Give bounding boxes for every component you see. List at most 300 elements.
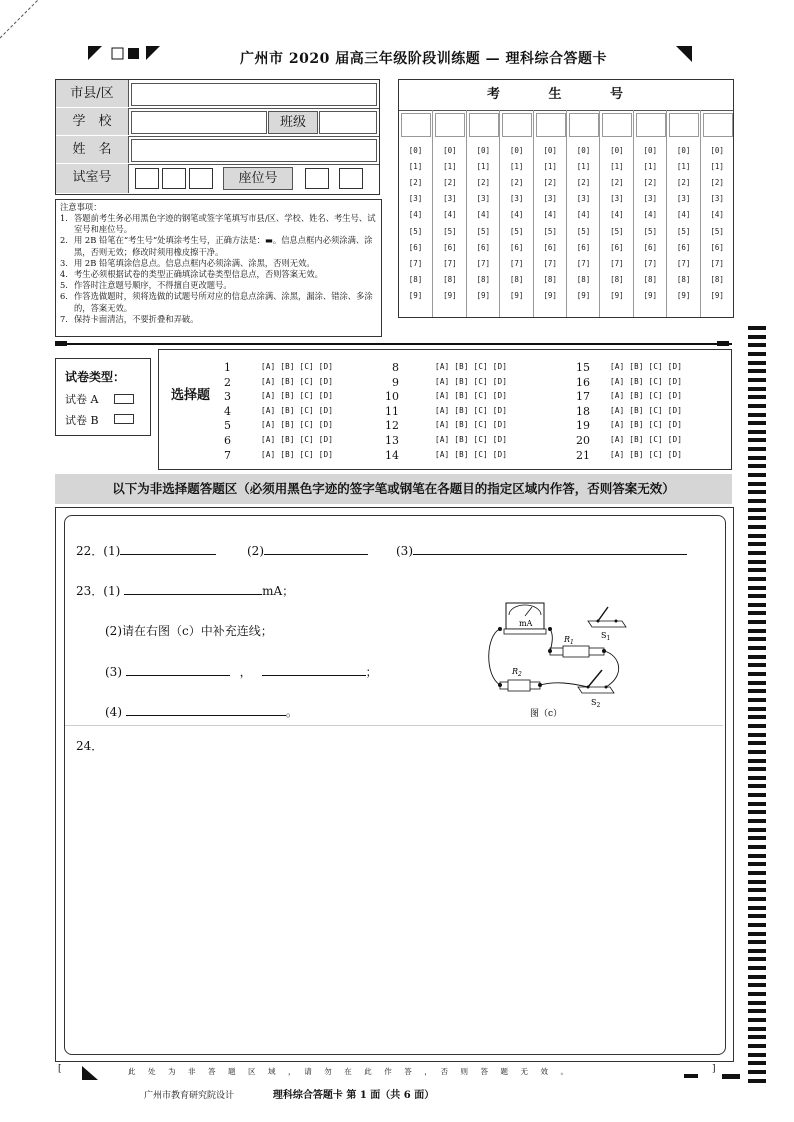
timing-mark xyxy=(748,508,766,512)
exam-number-title: 考 生 号 xyxy=(399,80,733,111)
answer-bubbles[interactable]: [A] [B] [C] [D] xyxy=(261,449,334,459)
name-field[interactable] xyxy=(131,139,377,162)
instruction-text: 用 2B 铅笔填涂信息点。信息点框内必须涂满、涂黑，否则无效。 xyxy=(74,257,315,268)
timing-mark xyxy=(748,387,766,391)
timing-mark xyxy=(748,413,766,417)
exam-number-bubble[interactable]: [6] xyxy=(543,242,557,252)
timing-mark xyxy=(748,923,766,927)
exam-number-bubble[interactable]: [9] xyxy=(676,290,691,300)
instructions-list xyxy=(60,213,378,325)
timing-mark xyxy=(748,499,766,503)
multiple-choice-block xyxy=(158,349,732,470)
timing-mark xyxy=(748,378,766,382)
exam-number-write-box[interactable] xyxy=(602,113,632,137)
q22-part1-blank[interactable] xyxy=(120,542,216,555)
answer-bubbles[interactable]: [A] [B] [C] [D] xyxy=(261,362,334,371)
exam-number-bubble[interactable]: [0] xyxy=(443,146,457,155)
timing-mark xyxy=(748,862,766,866)
instruction-item xyxy=(60,314,378,325)
exam-number-bubble[interactable]: [8] xyxy=(610,274,624,284)
answer-bubbles[interactable]: [A] [B] [C] [D] xyxy=(435,435,508,444)
timing-mark xyxy=(748,932,766,936)
paper-type-b-label: 试卷 B xyxy=(65,414,99,427)
timing-mark xyxy=(748,836,766,840)
footer-right-bracket: ] xyxy=(712,1064,716,1074)
answer-bubbles[interactable]: [A] [B] [C] [D] xyxy=(435,362,508,371)
exam-number-grid xyxy=(398,79,734,318)
exam-number-write-box[interactable] xyxy=(636,113,666,137)
timing-mark xyxy=(748,482,766,486)
timing-mark xyxy=(748,655,766,659)
exam-number-bubble[interactable]: [0] xyxy=(576,146,591,155)
footer-page-info: 理科综合答题卡 第 1 面（共 6 面） xyxy=(272,1090,435,1101)
q22-part3-label: (3) xyxy=(396,544,413,558)
instruction-item xyxy=(60,213,378,235)
exam-number-column xyxy=(399,110,432,317)
answer-bubbles[interactable]: [A] [B] [C] [D] xyxy=(610,405,683,415)
timing-mark xyxy=(748,1027,766,1031)
timing-mark xyxy=(748,724,766,728)
timing-mark xyxy=(748,784,766,788)
exam-number-bubble[interactable]: [2] xyxy=(443,178,457,188)
q23-part3-blank-b[interactable] xyxy=(262,663,366,676)
exam-number-bubble[interactable]: [4] xyxy=(610,210,624,220)
question-number: 15 xyxy=(576,361,590,374)
paper-type-a-bubble[interactable] xyxy=(114,394,134,404)
exam-number-column xyxy=(432,110,466,317)
exam-number-bubble[interactable]: [3] xyxy=(576,194,591,204)
exam-number-column xyxy=(533,110,567,317)
exam-number-bubble[interactable]: [9] xyxy=(643,290,658,300)
timing-mark xyxy=(748,464,766,468)
timing-mark xyxy=(748,707,766,711)
answer-bubbles[interactable]: [A] [B] [C] [D] xyxy=(435,376,508,386)
exam-number-bubble[interactable]: [2] xyxy=(576,178,591,188)
switch-s2-icon xyxy=(578,670,614,693)
exam-number-bubble[interactable]: [0] xyxy=(676,146,691,155)
exam-number-bubble[interactable]: [4] xyxy=(543,210,557,220)
exam-number-bubble[interactable]: [1] xyxy=(643,162,658,172)
q22-part3-blank[interactable] xyxy=(413,542,687,555)
q22-part2-blank[interactable] xyxy=(264,542,368,555)
exam-number-column xyxy=(566,110,600,317)
instruction-text: 用 2B 铅笔在“考生号”处填涂考生号，正确方法是：▬。信息点框内必须涂满、涂黑，否则无效；修改时须用橡皮擦干净。 xyxy=(74,235,373,257)
timing-mark xyxy=(748,750,766,754)
question-divider xyxy=(65,725,723,726)
seat-digit-box[interactable] xyxy=(339,168,363,189)
answer-bubbles[interactable]: [A] [B] [C] [D] xyxy=(435,449,508,459)
exam-number-bubble[interactable]: [2] xyxy=(543,178,557,188)
question-number: 2 xyxy=(224,375,231,389)
timing-mark xyxy=(748,395,766,399)
exam-number-column xyxy=(499,110,533,317)
room-digit-box[interactable] xyxy=(162,168,186,189)
meter-label: mA xyxy=(519,619,533,628)
exam-number-bubble[interactable]: [3] xyxy=(676,194,691,204)
timing-mark xyxy=(748,759,766,763)
exam-number-bubble[interactable]: [6] xyxy=(676,242,691,252)
timing-mark xyxy=(748,1035,766,1039)
timing-mark xyxy=(748,828,766,832)
answer-bubbles[interactable]: [A] [B] [C] [D] xyxy=(261,420,334,430)
exam-number-bubble[interactable]: [5] xyxy=(610,226,624,236)
separator-mark-right xyxy=(717,341,729,346)
answer-bubbles[interactable]: [A] [B] [C] [D] xyxy=(261,405,334,415)
timing-mark xyxy=(748,966,766,970)
timing-mark xyxy=(748,525,766,529)
exam-number-bubble[interactable]: [6] xyxy=(710,242,724,252)
timing-mark xyxy=(748,854,766,858)
exam-number-bubble[interactable]: [8] xyxy=(643,274,658,284)
question-number: 4 xyxy=(224,404,231,418)
exam-number-bubble[interactable]: [5] xyxy=(476,226,491,236)
footer-info xyxy=(144,1086,434,1101)
instruction-text: 答题前考生务必用黑色字迹的钢笔或签字笔填写市县/区、学校、姓名、考生号、试室号和座位号。 xyxy=(74,213,376,235)
q23-comma: ， xyxy=(239,665,252,679)
exam-number-bubble[interactable]: [7] xyxy=(710,258,724,268)
exam-number-bubble[interactable]: [2] xyxy=(676,178,691,188)
answer-bubbles[interactable]: [A] [B] [C] [D] xyxy=(261,435,334,444)
timing-mark xyxy=(748,456,766,460)
q22-part2-label: (2) xyxy=(247,544,264,558)
exam-number-bubble[interactable]: [0] xyxy=(408,146,423,155)
timing-mark xyxy=(748,698,766,702)
exam-number-column xyxy=(466,110,500,317)
exam-number-bubble[interactable]: [3] xyxy=(408,194,423,204)
timing-mark xyxy=(748,689,766,693)
exam-number-bubble[interactable]: [5] xyxy=(543,226,557,236)
timing-mark xyxy=(748,810,766,814)
room-label: 试室号 xyxy=(56,164,129,193)
timing-mark xyxy=(748,1018,766,1022)
instruction-number: 2. xyxy=(60,235,68,246)
exam-number-bubble[interactable]: [7] xyxy=(676,258,691,268)
exam-number-bubble[interactable]: [6] xyxy=(576,242,591,252)
timing-mark xyxy=(748,992,766,996)
exam-number-write-box[interactable] xyxy=(469,113,499,137)
timing-mark xyxy=(748,326,766,330)
exam-number-bubble[interactable]: [7] xyxy=(643,258,658,268)
school-label: 学 校 xyxy=(56,108,129,135)
exam-number-write-box[interactable] xyxy=(401,113,431,137)
footer-left-bracket: [ xyxy=(58,1064,62,1074)
header-marker-left xyxy=(88,46,168,64)
answer-bubbles[interactable]: [A] [B] [C] [D] xyxy=(435,405,508,415)
footer-corner-icon xyxy=(82,1066,100,1082)
class-field[interactable] xyxy=(319,111,377,134)
q23-part1-blank[interactable] xyxy=(124,582,262,595)
exam-number-write-box[interactable] xyxy=(536,113,566,137)
question-number: 7 xyxy=(224,448,231,462)
exam-number-bubble[interactable]: [9] xyxy=(443,290,457,300)
exam-number-bubble[interactable]: [9] xyxy=(476,290,491,300)
timing-mark xyxy=(748,983,766,987)
separator-line xyxy=(55,343,732,345)
exam-number-write-box[interactable] xyxy=(435,113,465,137)
answer-bubbles[interactable]: [A] [B] [C] [D] xyxy=(610,376,683,386)
exam-number-bubble[interactable]: [0] xyxy=(509,146,524,155)
switch-s1-icon xyxy=(588,607,626,627)
timing-mark xyxy=(748,819,766,823)
q24-number: 24． xyxy=(76,739,104,753)
exam-number-bubble[interactable]: [8] xyxy=(543,274,557,284)
exam-number-bubble[interactable]: [4] xyxy=(710,210,724,220)
circuit-figure-c xyxy=(480,595,640,720)
instructions-title: 注意事项： xyxy=(60,202,102,212)
exam-number-write-box[interactable] xyxy=(669,113,699,137)
timing-mark xyxy=(748,940,766,944)
timing-mark xyxy=(748,1044,766,1048)
instruction-item xyxy=(60,269,378,280)
timing-mark xyxy=(748,551,766,555)
page-title: 广州市 2020 届高三年级阶段训练题 — 理科综合答题卡 xyxy=(240,51,607,67)
exam-number-bubble[interactable]: [9] xyxy=(543,290,557,300)
timing-mark xyxy=(748,975,766,979)
timing-mark xyxy=(748,560,766,564)
timing-mark xyxy=(748,793,766,797)
exam-number-bubble[interactable]: [9] xyxy=(509,290,524,300)
exam-number-bubble[interactable]: [8] xyxy=(509,274,524,284)
exam-number-bubble[interactable]: [7] xyxy=(408,258,423,268)
exam-number-write-box[interactable] xyxy=(502,113,532,137)
room-digit-box[interactable] xyxy=(189,168,213,189)
exam-number-bubble[interactable]: [6] xyxy=(476,242,491,252)
exam-number-bubble[interactable]: [4] xyxy=(476,210,491,220)
student-info-table xyxy=(55,79,380,195)
answer-bubbles[interactable]: [A] [B] [C] [D] xyxy=(435,391,508,401)
exam-number-bubble[interactable]: [7] xyxy=(443,258,457,268)
answer-bubbles[interactable]: [A] [B] [C] [D] xyxy=(435,420,508,430)
exam-number-bubble[interactable]: [9] xyxy=(576,290,591,300)
exam-number-bubble[interactable]: [2] xyxy=(476,178,491,188)
exam-number-bubble[interactable]: [1] xyxy=(509,162,524,172)
exam-number-bubble[interactable]: [1] xyxy=(543,162,557,172)
s2-label: $S_2$ xyxy=(591,698,601,709)
exam-number-bubble[interactable]: [8] xyxy=(443,274,457,284)
resistor-r2-icon xyxy=(498,680,542,691)
instruction-number: 3. xyxy=(60,257,68,268)
exam-number-bubble[interactable]: [6] xyxy=(610,242,624,252)
exam-number-bubble[interactable]: [8] xyxy=(408,274,423,284)
timing-mark xyxy=(748,1009,766,1013)
question-number: 13 xyxy=(385,434,399,447)
corner-dash-mark xyxy=(0,0,40,40)
answer-bubbles[interactable]: [A] [B] [C] [D] xyxy=(610,435,683,444)
room-digit-box[interactable] xyxy=(135,168,159,189)
exam-number-bubble[interactable]: [2] xyxy=(643,178,658,188)
non-choice-banner: 以下为非选择题答题区（必须用黑色字迹的签字笔或钢笔在各题目的指定区域内作答，否则答案无效） xyxy=(55,474,732,504)
exam-number-bubble[interactable]: [4] xyxy=(408,210,423,220)
exam-number-bubble[interactable]: [0] xyxy=(610,146,624,155)
r1-label: $R_1$ xyxy=(564,635,574,646)
timing-mark xyxy=(748,629,766,633)
timing-mark xyxy=(748,404,766,408)
figure-caption: 图（c） xyxy=(530,709,563,719)
answer-bubbles[interactable]: [A] [B] [C] [D] xyxy=(610,362,683,371)
exam-number-bubble[interactable]: [8] xyxy=(476,274,491,284)
question-number: 9 xyxy=(392,375,399,389)
instruction-number: 6. xyxy=(60,291,68,302)
exam-number-bubble[interactable]: [5] xyxy=(408,226,423,236)
exam-number-bubble[interactable]: [3] xyxy=(443,194,457,204)
answer-bubbles[interactable]: [A] [B] [C] [D] xyxy=(610,449,683,459)
exam-number-bubble[interactable]: [9] xyxy=(710,290,724,300)
exam-number-bubble[interactable]: [2] xyxy=(509,178,524,188)
q24-answer-space[interactable] xyxy=(70,756,718,1046)
exam-number-bubble[interactable]: [5] xyxy=(443,226,457,236)
exam-number-bubble[interactable]: [0] xyxy=(710,146,724,155)
instruction-text: 保持卡面清洁，不要折叠和弄破。 xyxy=(74,313,199,324)
q23-part3-blank-a[interactable] xyxy=(126,663,230,676)
q23-number: 23． xyxy=(76,584,104,598)
exam-number-bubble[interactable]: [4] xyxy=(643,210,658,220)
exam-number-bubble[interactable]: [7] xyxy=(543,258,557,268)
question-number: 12 xyxy=(385,419,399,433)
exam-number-bubble[interactable]: [8] xyxy=(576,274,591,284)
exam-number-column xyxy=(666,110,700,317)
exam-number-bubble[interactable]: [4] xyxy=(576,210,591,220)
instruction-item xyxy=(60,235,378,257)
exam-number-bubble[interactable]: [6] xyxy=(509,242,524,252)
exam-number-bubble[interactable]: [7] xyxy=(476,258,491,268)
q23-row4 xyxy=(105,703,298,720)
timing-mark xyxy=(748,871,766,875)
exam-number-bubble[interactable]: [9] xyxy=(408,290,423,300)
exam-number-bubble[interactable]: [0] xyxy=(643,146,658,155)
timing-mark xyxy=(748,1070,766,1074)
timing-mark xyxy=(748,949,766,953)
instruction-text: 作答时注意题号顺序，不得擅自更改题号。 xyxy=(74,280,232,291)
exam-number-bubble[interactable]: [0] xyxy=(543,146,557,155)
timing-mark xyxy=(748,1079,766,1083)
timing-mark xyxy=(748,568,766,572)
timing-mark xyxy=(748,438,766,442)
exam-number-bubble[interactable]: [7] xyxy=(610,258,624,268)
timing-mark xyxy=(748,776,766,780)
name-label: 姓 名 xyxy=(56,136,129,163)
exam-number-bubble[interactable]: [8] xyxy=(710,274,724,284)
exam-number-bubble[interactable]: [6] xyxy=(643,242,658,252)
exam-number-bubble[interactable]: [9] xyxy=(610,290,624,300)
timing-mark xyxy=(748,603,766,607)
timing-mark xyxy=(748,1061,766,1065)
q23-part2: (2)请在右图（c）中补充连线； xyxy=(105,624,273,638)
footer-warning: 此 处 为 非 答 题 区 域 ， 请 勿 在 此 作 答 ， 否 则 答 题 无 效 。 xyxy=(128,1067,571,1076)
footer-designer: 广州市教育研究院设计 xyxy=(144,1091,235,1101)
paper-type-title: 试卷类型： xyxy=(65,370,126,384)
answer-bubbles[interactable]: [A] [B] [C] [D] xyxy=(610,391,683,401)
exam-number-bubble[interactable]: [3] xyxy=(610,194,624,204)
question-number: 14 xyxy=(385,448,399,462)
exam-number-bubble[interactable]: [5] xyxy=(509,226,524,236)
school-field[interactable] xyxy=(131,111,267,134)
question-number: 5 xyxy=(224,419,231,433)
q23-row1 xyxy=(76,582,294,599)
answer-bubbles[interactable]: [A] [B] [C] [D] xyxy=(261,391,334,401)
exam-number-bubble[interactable]: [3] xyxy=(476,194,491,204)
timing-mark xyxy=(748,637,766,641)
exam-number-bubble[interactable]: [5] xyxy=(676,226,691,236)
question-number: 1 xyxy=(224,361,231,374)
question-number: 3 xyxy=(224,390,231,404)
timing-mark xyxy=(748,681,766,685)
timing-mark xyxy=(748,802,766,806)
timing-mark xyxy=(748,361,766,365)
exam-number-bubble[interactable]: [7] xyxy=(576,258,591,268)
exam-number-bubble[interactable]: [3] xyxy=(643,194,658,204)
exam-number-bubble[interactable]: [0] xyxy=(476,146,491,155)
answer-bubbles[interactable]: [A] [B] [C] [D] xyxy=(261,376,334,386)
q23-row3 xyxy=(105,663,378,680)
city-field[interactable] xyxy=(131,83,377,106)
exam-number-bubble[interactable]: [3] xyxy=(543,194,557,204)
exam-number-bubble[interactable]: [2] xyxy=(610,178,624,188)
exam-number-bubble[interactable]: [6] xyxy=(443,242,457,252)
resistor-r1-icon xyxy=(548,646,606,657)
q23-part4-blank[interactable] xyxy=(126,703,286,716)
timing-mark xyxy=(748,516,766,520)
timing-mark xyxy=(748,1001,766,1005)
exam-number-bubble[interactable]: [4] xyxy=(509,210,524,220)
exam-number-bubble[interactable]: [5] xyxy=(710,226,724,236)
q23-unit: mA； xyxy=(262,584,295,598)
exam-number-bubble[interactable]: [1] xyxy=(443,162,457,172)
exam-number-bubble[interactable]: [1] xyxy=(610,162,624,172)
exam-number-bubble[interactable]: [2] xyxy=(710,178,724,188)
paper-type-b-bubble[interactable] xyxy=(114,414,134,424)
exam-number-bubble[interactable]: [1] xyxy=(710,162,724,172)
header-marker-right xyxy=(676,46,696,64)
footer-mark-right xyxy=(722,1074,740,1079)
s1-label: $S_1$ xyxy=(601,631,611,642)
answer-bubbles[interactable]: [A] [B] [C] [D] xyxy=(610,420,683,430)
exam-number-bubble[interactable]: [3] xyxy=(710,194,724,204)
exam-number-bubble[interactable]: [4] xyxy=(443,210,457,220)
exam-number-bubble[interactable]: [2] xyxy=(408,178,423,188)
exam-number-bubble[interactable]: [3] xyxy=(509,194,524,204)
exam-number-bubble[interactable]: [4] xyxy=(676,210,691,220)
instruction-number: 4. xyxy=(60,269,68,280)
instructions-box xyxy=(55,199,382,337)
timing-mark xyxy=(748,586,766,590)
q23-part1-label: (1) xyxy=(103,584,121,598)
seat-digit-box[interactable] xyxy=(305,168,329,189)
exam-number-bubble[interactable]: [7] xyxy=(509,258,524,268)
exam-number-bubble[interactable]: [5] xyxy=(576,226,591,236)
exam-number-bubble[interactable]: [8] xyxy=(676,274,691,284)
q23-part3-label: (3) xyxy=(105,665,122,679)
exam-number-column xyxy=(633,110,667,317)
timing-mark xyxy=(748,490,766,494)
exam-number-bubble[interactable]: [1] xyxy=(476,162,491,172)
question-number: 10 xyxy=(385,390,399,404)
exam-number-bubble[interactable]: [1] xyxy=(408,162,423,172)
question-number: 11 xyxy=(385,404,399,418)
exam-number-bubble[interactable]: [6] xyxy=(408,242,423,252)
timing-mark xyxy=(748,594,766,598)
exam-number-bubble[interactable]: [1] xyxy=(676,162,691,172)
exam-number-write-box[interactable] xyxy=(569,113,599,137)
exam-number-bubble[interactable]: [5] xyxy=(643,226,658,236)
instruction-text: 作答选做题时，须将选做的试题号所对应的信息点涂满、涂黑，漏涂、错涂、多涂的，答案无效。 xyxy=(74,291,373,313)
exam-number-bubble[interactable]: [1] xyxy=(576,162,591,172)
timing-mark xyxy=(748,845,766,849)
exam-number-write-box[interactable] xyxy=(703,113,733,137)
q22-part3 xyxy=(396,542,687,558)
footer-mark xyxy=(684,1074,698,1078)
timing-mark xyxy=(748,663,766,667)
question-number: 21 xyxy=(576,448,590,462)
